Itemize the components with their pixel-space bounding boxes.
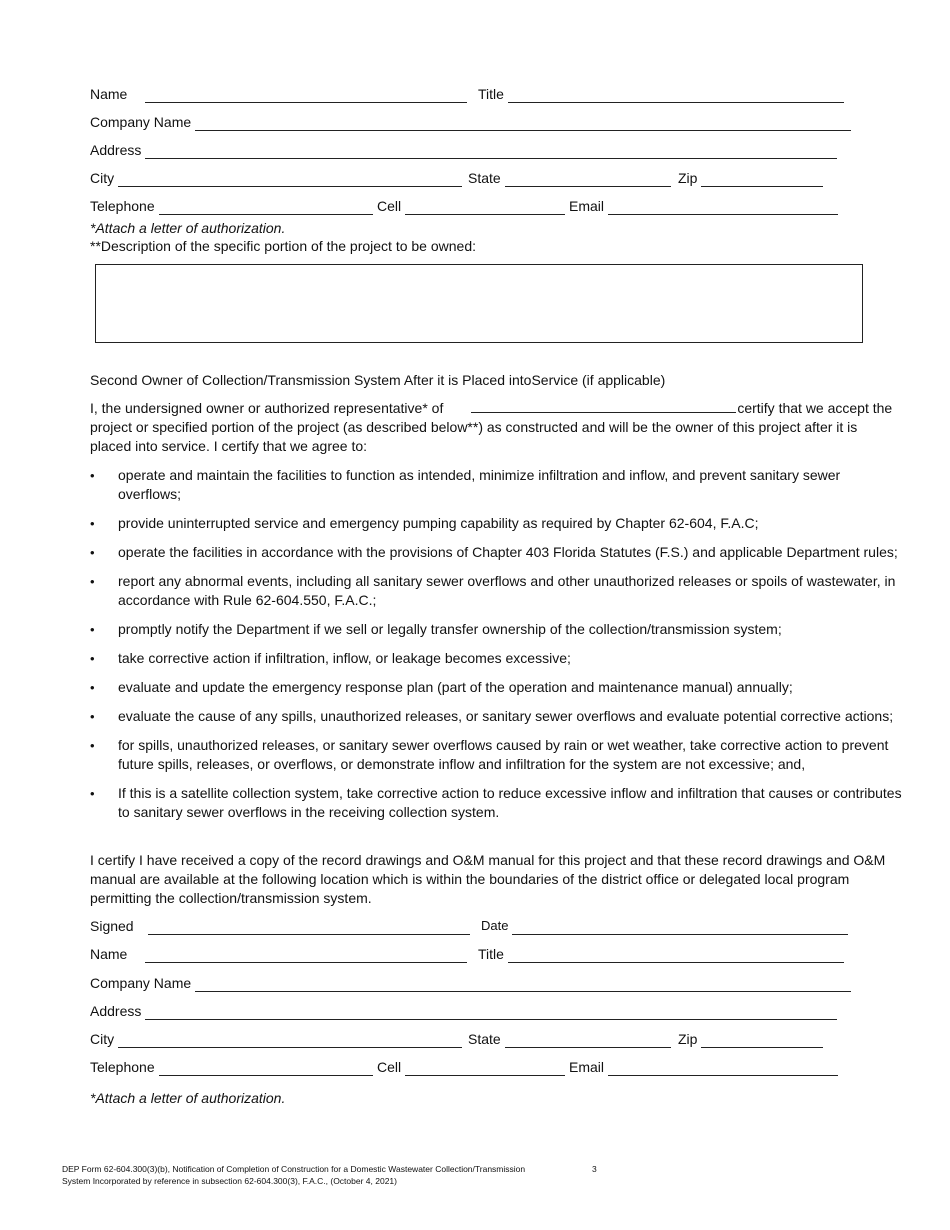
- list-item: [90, 784, 902, 822]
- email-field[interactable]: [569, 197, 838, 215]
- list-item-text: evaluate the cause of any spills, unauthorized releases, or sanitary sewer overflows and evaluate potential corrective actions;: [118, 708, 894, 724]
- title-field[interactable]: [478, 85, 844, 103]
- description-textbox[interactable]: [95, 264, 863, 343]
- list-item-text: If this is a satellite collection system, take corrective action to reduce excessive inflow and infiltration that causes or contributes to sanitary sewer overflows in the receiving collection system.: [118, 785, 902, 820]
- bullet-icon: •: [90, 545, 95, 560]
- certify-intro: [90, 399, 902, 456]
- telephone-label-2: Telephone: [90, 1059, 155, 1075]
- address-label: Address: [90, 142, 142, 158]
- name-label-2: Name: [90, 946, 128, 962]
- cell-label-2: Cell: [377, 1059, 402, 1075]
- email-field-2[interactable]: [569, 1058, 838, 1076]
- footer-line-1: DEP Form 62-604.300(3)(b), Notification of Completion of Construction for a Domestic Wastewater Collection/Transmission: [62, 1164, 526, 1174]
- cell-input-2[interactable]: [405, 1061, 565, 1076]
- list-item: [90, 543, 902, 562]
- name-label: Name: [90, 86, 128, 102]
- list-item: [90, 466, 902, 504]
- telephone-field[interactable]: [90, 197, 373, 215]
- city-input[interactable]: [118, 172, 462, 187]
- company-name-label-2: Company Name: [90, 975, 192, 991]
- list-item: [90, 514, 902, 533]
- list-item: [90, 678, 902, 697]
- address-input[interactable]: [145, 144, 837, 159]
- list-item: [90, 707, 902, 726]
- record-drawings-certification: I certify I have received a copy of the record drawings and O&M manual for this project and that these record drawings and O&M manual are available at the following location which is within the boundaries of the district office or delegated local program permitting the collection/transmission system.: [90, 852, 886, 906]
- list-item-text: take corrective action if infiltration, inflow, or leakage becomes excessive;: [118, 650, 571, 666]
- city-label: City: [90, 170, 115, 186]
- certify-intro-part2: certify that we accept the project or specified portion of the project (as described below**) as constructed and will be the owner of this project after it is placed into service. I certify that we agree to:: [90, 400, 893, 454]
- list-item: [90, 736, 902, 774]
- cell-label: Cell: [377, 198, 402, 214]
- date-label: Date: [481, 918, 509, 933]
- bullet-icon: •: [90, 516, 95, 531]
- signed-field[interactable]: [90, 917, 470, 935]
- bullet-icon: •: [90, 468, 95, 483]
- company-name-field[interactable]: [90, 113, 851, 131]
- telephone-input-2[interactable]: [159, 1061, 373, 1076]
- list-item: [90, 620, 902, 639]
- list-item-text: operate and maintain the facilities to function as intended, minimize infiltration and inflow, and prevent sanitary sewer overflows;: [118, 467, 841, 502]
- title-label: Title: [478, 86, 504, 102]
- title-input[interactable]: [508, 88, 844, 103]
- footer-line-2: System Incorporated by reference in subsection 62-604.300(3), F.A.C., (October 4, 2021): [62, 1176, 397, 1186]
- bullet-icon: •: [90, 680, 95, 695]
- email-input[interactable]: [608, 200, 838, 215]
- signature-input[interactable]: [148, 920, 470, 935]
- email-input-2[interactable]: [608, 1061, 838, 1076]
- name-input-2[interactable]: [145, 948, 467, 963]
- city-field[interactable]: [90, 169, 462, 187]
- list-item-text: provide uninterrupted service and emergency pumping capability as required by Chapter 62-604, F.A.C;: [118, 515, 759, 531]
- cell-field-2[interactable]: [377, 1058, 565, 1076]
- attach-letter-note-2: *Attach a letter of authorization.: [90, 1090, 286, 1106]
- signed-label: Signed: [90, 918, 134, 934]
- state-field[interactable]: [468, 169, 671, 187]
- title-input-2[interactable]: [508, 948, 844, 963]
- bullet-icon: •: [90, 574, 95, 589]
- address-label-2: Address: [90, 1003, 142, 1019]
- company-name-input[interactable]: [195, 116, 851, 131]
- bullet-icon: •: [90, 709, 95, 724]
- owner-name-blank[interactable]: [471, 400, 736, 413]
- bullet-icon: •: [90, 622, 95, 637]
- city-field-2[interactable]: [90, 1030, 462, 1048]
- name-input[interactable]: [145, 88, 467, 103]
- telephone-input[interactable]: [159, 200, 373, 215]
- zip-field[interactable]: [678, 169, 823, 187]
- telephone-label: Telephone: [90, 198, 155, 214]
- page-footer: [62, 1163, 682, 1187]
- zip-label: Zip: [678, 170, 698, 186]
- date-field[interactable]: [481, 917, 848, 935]
- zip-field-2[interactable]: [678, 1030, 823, 1048]
- certify-intro-part1: I, the undersigned owner or authorized representative* of: [90, 400, 444, 416]
- cell-input[interactable]: [405, 200, 565, 215]
- name-field[interactable]: [90, 85, 467, 103]
- city-input-2[interactable]: [118, 1033, 462, 1048]
- state-input-2[interactable]: [505, 1033, 671, 1048]
- state-field-2[interactable]: [468, 1030, 671, 1048]
- date-input[interactable]: [512, 920, 848, 935]
- bullet-icon: •: [90, 651, 95, 666]
- title-label-2: Title: [478, 946, 504, 962]
- address-input-2[interactable]: [145, 1005, 837, 1020]
- zip-input[interactable]: [701, 172, 823, 187]
- list-item-text: operate the facilities in accordance with the provisions of Chapter 403 Florida Statutes (F.S.) and applicable Department rules;: [118, 544, 898, 560]
- title-field-2[interactable]: [478, 945, 844, 963]
- company-name-input-2[interactable]: [195, 977, 851, 992]
- zip-input-2[interactable]: [701, 1033, 823, 1048]
- second-owner-heading: Second Owner of Collection/Transmission System After it is Placed intoService (if applicable): [90, 372, 666, 388]
- name-field-2[interactable]: [90, 945, 467, 963]
- email-label: Email: [569, 198, 605, 214]
- list-item-text: for spills, unauthorized releases, or sanitary sewer overflows caused by rain or wet weather, take corrective action to prevent future spills, releases, or overflows, or demonstrate inflow and infiltration for the system are not excessive; and,: [118, 737, 889, 772]
- description-label: **Description of the specific portion of the project to be owned:: [90, 238, 476, 254]
- state-label: State: [468, 170, 501, 186]
- list-item-text: promptly notify the Department if we sell or legally transfer ownership of the collection/transmission system;: [118, 621, 782, 637]
- list-item-text: report any abnormal events, including all sanitary sewer overflows and other unauthorized releases or spoils of wastewater, in accordance with Rule 62-604.550, F.A.C.;: [118, 573, 896, 608]
- city-label-2: City: [90, 1031, 115, 1047]
- list-item: [90, 649, 902, 668]
- address-field[interactable]: [90, 141, 837, 159]
- list-item-text: evaluate and update the emergency response plan (part of the operation and maintenance manual) annually;: [118, 679, 793, 695]
- company-name-label: Company Name: [90, 114, 192, 130]
- bullet-icon: •: [90, 786, 95, 801]
- email-label-2: Email: [569, 1059, 605, 1075]
- obligation-list: [90, 466, 902, 832]
- address-field-2[interactable]: [90, 1002, 837, 1020]
- state-input[interactable]: [505, 172, 671, 187]
- zip-label-2: Zip: [678, 1031, 698, 1047]
- page-number: 3: [592, 1164, 597, 1174]
- company-name-field-2[interactable]: [90, 974, 851, 992]
- list-item: [90, 572, 902, 610]
- state-label-2: State: [468, 1031, 501, 1047]
- bullet-icon: •: [90, 738, 95, 753]
- telephone-field-2[interactable]: [90, 1058, 373, 1076]
- cell-field[interactable]: [377, 197, 565, 215]
- attach-letter-note: *Attach a letter of authorization.: [90, 220, 286, 236]
